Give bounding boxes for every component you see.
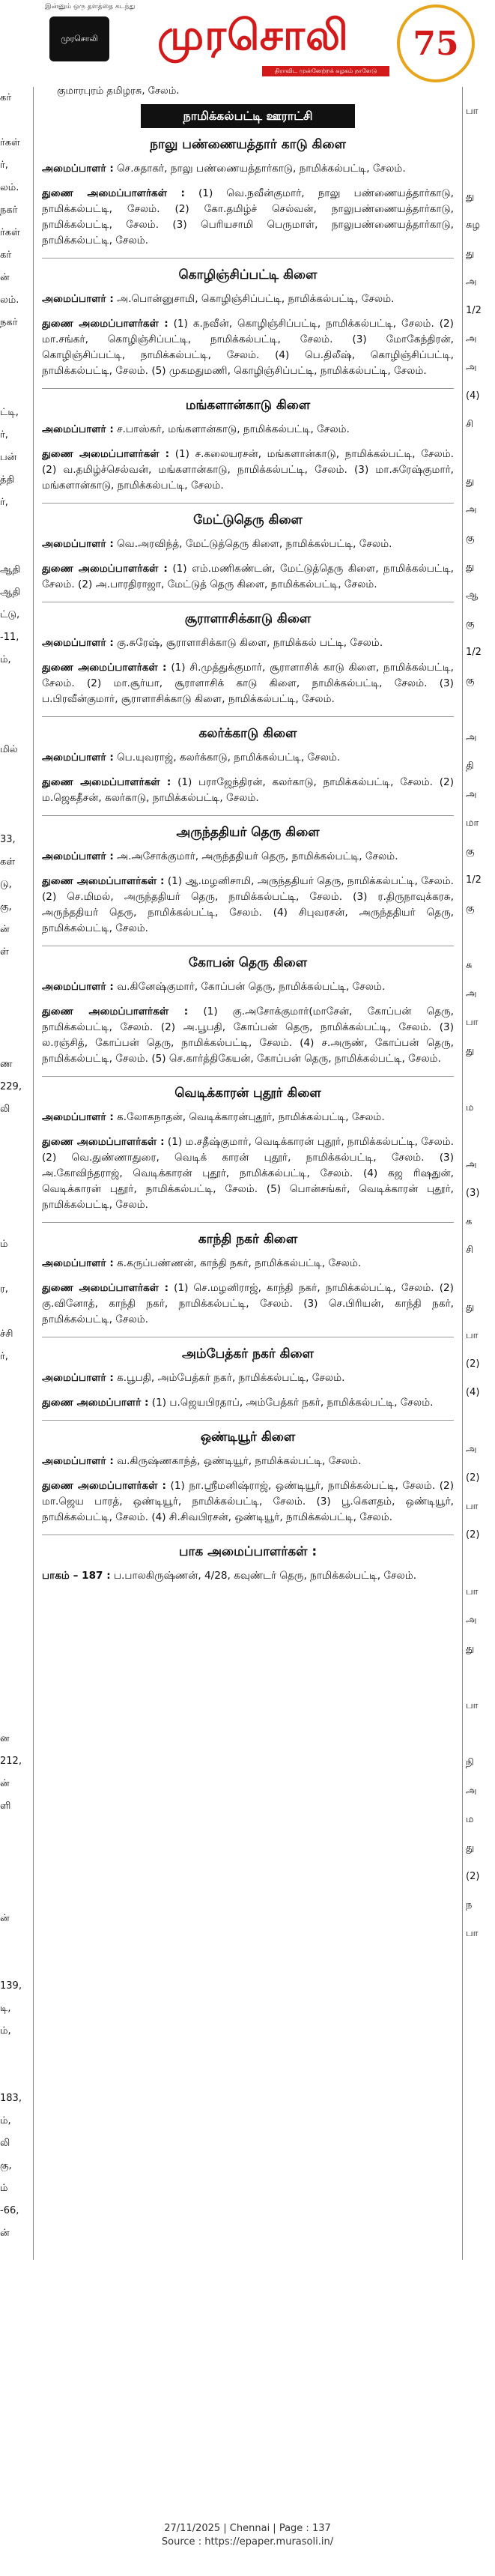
column-fragment: டி,	[0, 2003, 11, 2014]
deputy-role: துணை அமைப்பாளர்கள் :	[42, 187, 185, 199]
column-fragment: கு	[466, 675, 475, 686]
branch-block	[42, 1076, 454, 1213]
column-fragment: கு,	[0, 901, 12, 913]
organizer-role: அமைப்பாளர் :	[42, 423, 114, 435]
branch-block	[42, 1337, 454, 1411]
branch-name: நாலு பண்ணையத்தார் காடு கிளை	[150, 137, 346, 152]
column-fragment: ஆ	[466, 590, 479, 601]
divider	[42, 716, 454, 717]
column-fragment: சி	[466, 419, 474, 430]
organizer-role: அமைப்பாளர் :	[42, 293, 114, 305]
column-fragment	[466, 439, 495, 468]
footer-source-link[interactable]: Source : https://epaper.murasoli.in/	[161, 2536, 334, 2548]
column-fragment	[0, 1930, 31, 1953]
column-fragment: து	[466, 1045, 475, 1056]
deputy-entry	[42, 316, 454, 379]
column-fragment: (4)	[466, 1387, 480, 1398]
column-fragment: ர,	[0, 1284, 8, 1295]
organizer-entry	[42, 1454, 454, 1469]
organizer-role: அமைப்பாளர் :	[42, 163, 114, 175]
column-fragment: க	[466, 1216, 473, 1227]
organizer-entry	[42, 635, 454, 651]
organizer-text: வ.கினேஷ்குமார், கோப்பன் தெரு, நாமிக்கல்பட்டி, சேலம்.	[113, 981, 386, 993]
deputy-entry	[42, 874, 454, 937]
anniversary-75-icon: 75	[397, 4, 475, 82]
column-fragment	[0, 1526, 31, 1548]
deputy-text: (1) சி.முத்துக்குமார், சூராளாசிக் காடு கிளை, நாமிக்கல்பட்டி, சேலம். (2) மா.சூர்யா, சூராளாசிக் காடு கிளை, நாமிக்கல்பட்டி, சேலம். (3) ப.பிரவீன்குமார், சூராளாசிக்காடு கிளை, நாமிக்கல்பட்டி, சேலம்.	[42, 662, 454, 705]
column-fragment	[466, 1549, 495, 1578]
column-fragment: ட்டி,	[0, 407, 19, 418]
column-fragment: -66,	[0, 2205, 19, 2216]
organizer-role: அமைப்பாளர் :	[42, 850, 114, 862]
branch-block	[42, 1222, 454, 1328]
organizer-entry	[42, 979, 454, 995]
column-fragment	[0, 1840, 31, 1863]
column-fragment: ர்,	[0, 160, 8, 171]
column-fragment	[0, 1256, 31, 1278]
column-fragment: 1/2	[466, 647, 482, 658]
organizer-text: வ.கிருஷ்ணகாந்த், ஒண்டியூர், நாமிக்கல்பட்டி, சேலம்.	[113, 1455, 362, 1467]
column-fragment	[0, 1166, 31, 1188]
column-fragment: கர்	[0, 92, 12, 103]
column-fragment: ம்,	[0, 2025, 11, 2037]
organizer-entry	[42, 1110, 454, 1125]
column-fragment	[0, 1458, 31, 1481]
column-fragment	[0, 1368, 31, 1391]
branch-name: அம்பேத்கர் நகர் கிளை	[182, 1346, 314, 1361]
column-fragment	[0, 514, 31, 536]
column-fragment	[0, 357, 31, 379]
column-fragment: பா	[466, 1017, 479, 1028]
column-fragment	[466, 154, 495, 183]
column-fragment: லி	[0, 2138, 10, 2149]
divider	[42, 388, 454, 389]
branch-block	[42, 1420, 454, 1526]
footer-date-page: 27/11/2025 | Chennai | Page : 137	[164, 2523, 331, 2534]
masthead-tagline: இன்னும் ஒரு தளத்தை கடந்து	[45, 3, 136, 10]
organizer-entry	[42, 422, 454, 438]
column-fragment	[0, 1211, 31, 1233]
column-fragment	[466, 126, 495, 154]
branch-name: அருந்ததியர் தெரு கிளை	[176, 825, 320, 840]
branch-name: வெடிக்காரன் புதூர் கிளை	[174, 1086, 321, 1101]
column-fragment	[0, 1570, 31, 1593]
branch-block	[42, 137, 454, 249]
organizer-text: வெ.அரவிந்த், மேட்டுத்தெரு கிளை, நாமிக்கல்பட்டி, சேலம்.	[113, 538, 392, 550]
organizer-text: அ.அசோக்குமார், அருந்ததியர் தெரு, நாமிக்கல்பட்டி, சேலம்.	[113, 850, 398, 862]
organizer-role: அமைப்பாளர் :	[42, 1257, 114, 1269]
column-fragment: து	[466, 1301, 475, 1313]
organizer-entry	[42, 750, 454, 766]
booth-entry	[42, 1568, 454, 1584]
column-fragment: பா	[466, 1700, 479, 1711]
column-fragment: கர்	[0, 250, 12, 261]
column-fragment	[0, 536, 31, 559]
deputy-entry	[42, 775, 454, 806]
column-fragment	[0, 334, 31, 357]
booth-role: பாகம் – 187 :	[42, 1570, 111, 1582]
column-fragment	[0, 1548, 31, 1570]
deputy-role: துணை அமைப்பாளர்கள் :	[42, 563, 168, 575]
column-fragment	[466, 1720, 495, 1749]
left-column-fragments	[0, 87, 31, 2245]
column-fragment	[0, 1391, 31, 1413]
column-fragment	[0, 1593, 31, 1615]
column-fragment	[0, 109, 31, 132]
column-fragment: கள்	[0, 856, 16, 868]
column-fragment: தி	[466, 761, 474, 772]
deputy-text: (1) ப.ஜெயபிரதாப், அம்பேத்கர் நகர், நாமிக்கல்பட்டி, சேலம்.	[148, 1397, 434, 1409]
branch-block	[42, 602, 454, 707]
column-fragment: 33,	[0, 834, 16, 845]
column-fragment	[466, 695, 495, 724]
column-fragment: பா	[466, 1586, 479, 1597]
column-fragment	[0, 716, 31, 739]
deputy-entry	[42, 447, 454, 494]
column-fragment	[0, 806, 31, 829]
section-banner: நாமிக்கல்பட்டி ஊராட்சி	[141, 104, 355, 128]
column-fragment: பன்	[0, 452, 17, 463]
deputy-role: துணை அமைப்பாளர்கள் :	[42, 1136, 165, 1148]
newspaper-title: முரசொலி	[157, 10, 349, 60]
column-fragment	[0, 1705, 31, 1728]
column-fragment: 229,	[0, 1081, 22, 1092]
deputy-text: (1) கு.அசோக்குமார்(மாசேன், கோப்பன் தெரு, நாமிக்கல்பட்டி, சேலம். (2) அ.பூபதி, கோப்பன் தெரு, நாமிக்கல்பட்டி, சேலம். (3) ல.ரஞ்சித், கோப்பன் தெரு, நாமிக்கல்பட்டி, சேலம். (4) ச.அருண், கோப்பன் தெரு, நாமிக்கல்பட்டி, சேலம். (5) செ.கார்த்திகேயன், கோப்பன் தெரு, நாமிக்கல்பட்டி, சேலம்.	[42, 1006, 454, 1065]
intro-line: குமாரபுரம் தமிழரசு, சேலம்.	[57, 85, 180, 97]
branch-block	[42, 815, 454, 937]
column-fragment: பா	[466, 1501, 479, 1512]
branch-name: மங்களான்காடு கிளை	[185, 398, 311, 413]
column-fragment: ள்	[0, 946, 9, 958]
column-fragment: து	[466, 248, 475, 259]
deputy-role: துணை அமைப்பாளர்கள் :	[42, 448, 170, 460]
organizer-role: அமைப்பாளர் :	[42, 538, 114, 550]
branch-block	[42, 946, 454, 1067]
column-fragment: அ	[466, 504, 477, 515]
column-fragment: நி	[466, 1757, 474, 1768]
organizer-entry	[42, 536, 454, 552]
column-fragment: நகர்	[0, 317, 18, 328]
column-fragment	[0, 1660, 31, 1683]
branch-name: கோபன் தெரு கிளை	[188, 955, 308, 970]
column-fragment: சி	[466, 1245, 474, 1256]
column-fragment: து	[466, 561, 475, 572]
deputy-text: (1) ச.கலையரசன், மங்களான்காடு, நாமிக்கல்பட்டி, சேலம். (2) வ.தமிழ்ச்செல்வன், மங்களான்காடு, நாமிக்கல்பட்டி, சேலம். (3) மா.சுரேஷ்குமார், மங்களான்காடு, நாமிக்கல்பட்டி, சேலம்.	[42, 448, 454, 492]
deputy-entry	[42, 1134, 454, 1213]
column-fragment: டு,	[0, 879, 12, 890]
column-fragment: து	[466, 1643, 475, 1654]
column-fragment: ன்	[0, 2228, 10, 2239]
column-fragment: அ	[466, 988, 477, 1000]
column-fragment: ம்,	[0, 654, 11, 665]
column-fragment	[466, 1663, 495, 1692]
column-fragment	[466, 1122, 495, 1151]
deputy-entry	[42, 186, 454, 249]
column-fragment	[0, 1615, 31, 1638]
deputy-role: துணை அமைப்பாளர்கள் :	[42, 776, 171, 788]
column-fragment: 139,	[0, 1980, 22, 1992]
column-fragment: அ	[466, 333, 477, 345]
column-fragment	[0, 2065, 31, 2087]
column-fragment: அ	[466, 276, 477, 288]
branch-name: சூராளாசிக்காடு கிளை	[184, 611, 312, 626]
column-fragment: ண	[0, 1059, 13, 1070]
organizer-text: கு.சுரேஷ், சூராளாசிக்காடு கிளை, நாமிக்கல் பட்டி, சேலம்.	[113, 637, 383, 649]
column-fragment: த்தி	[0, 474, 15, 486]
column-divider-left	[33, 87, 34, 2260]
column-fragment: ம்,	[0, 2115, 11, 2126]
column-fragment: அ	[466, 1159, 477, 1170]
organizer-entry	[42, 1256, 454, 1272]
column-fragment	[0, 964, 31, 986]
column-fragment	[0, 1885, 31, 1908]
deputy-role: துணை அமைப்பாளர்கள் :	[42, 875, 165, 887]
deputy-text: (1) ஆ.மழனிசாமி, அருந்ததியர் தெரு, நாமிக்கல்பட்டி, சேலம். (2) செ.மிமல், அருந்ததியர் தெரு, நாமிக்கல்பட்டி, சேலம். (3) ர.திருநாவுக்கரசு, அருந்ததியர் தெரு, நாமிக்கல்பட்டி, சேலம். (4) சிபுவரசன், அருந்ததியர் தெரு, நாமிக்கல்பட்டி, சேலம்.	[42, 875, 454, 934]
column-fragment: ளி	[0, 1801, 11, 1812]
column-fragment: 183,	[0, 2093, 22, 2104]
column-fragment	[0, 694, 31, 716]
deputy-entry	[42, 1395, 454, 1411]
booth-text: ப.பாலகிருஷ்ணன், 4/28, கவுண்டர் தெரு, நாமிக்கல்பட்டி, சேலம்.	[110, 1570, 417, 1582]
organizer-text: பெ.யுவராஜ், கலர்க்காடு, நாமிக்கல்பட்டி, சேலம்.	[113, 752, 341, 764]
divider	[42, 503, 454, 504]
column-fragment: அ	[466, 1786, 477, 1797]
column-fragment: ர்கள்	[0, 137, 20, 148]
column-fragment	[0, 1301, 31, 1323]
divider	[42, 1222, 454, 1223]
column-fragment	[0, 1503, 31, 1526]
column-fragment: ர்,	[0, 429, 8, 441]
column-fragment	[0, 1818, 31, 1840]
branch-name: மேட்டுதெரு கிளை	[193, 513, 303, 527]
column-fragment	[466, 923, 495, 952]
divider	[42, 815, 454, 816]
column-fragment: மில்	[0, 744, 18, 755]
column-fragment	[0, 1436, 31, 1458]
deputy-role: துணை அமைப்பாளர்கள் :	[42, 1006, 189, 1018]
column-fragment: து	[466, 476, 475, 487]
deputy-entry	[42, 1004, 454, 1067]
branch-name: கலர்க்காடு கிளை	[198, 726, 297, 741]
column-fragment: 1/2	[466, 874, 482, 886]
branch-block	[42, 716, 454, 806]
organizer-entry	[42, 161, 454, 177]
masthead	[45, 0, 479, 84]
masthead-subtitle: திராவிட முன்னேற்றக் கழகம் நாளேடு	[262, 66, 389, 76]
deputy-role: துணை அமைப்பாளர்கள் :	[42, 1282, 169, 1294]
organizer-role: அமைப்பாளர் :	[42, 752, 114, 764]
column-fragment: ம்	[0, 1239, 8, 1250]
column-fragment: ம்	[0, 2183, 8, 2194]
branch-name: கொழிஞ்சிப்பட்டி கிளை	[178, 267, 318, 282]
column-fragment: ந	[466, 1899, 473, 1911]
column-fragment: ன்	[0, 272, 10, 283]
column-fragment: (4)	[466, 390, 480, 402]
column-fragment: து	[466, 1842, 475, 1854]
organizer-text: க.லோகநாதன், வெடிக்காரன்புதூர், நாமிக்கல்பட்டி, சேலம்.	[113, 1111, 385, 1123]
column-fragment	[0, 784, 31, 806]
column-fragment	[0, 1121, 31, 1143]
organizer-role: அமைப்பாளர் :	[42, 1455, 114, 1467]
column-fragment: லம்.	[0, 294, 19, 306]
column-fragment: கு	[466, 846, 475, 857]
column-fragment: ஆதி	[0, 564, 21, 575]
organizer-role: அமைப்பாளர் :	[42, 1111, 114, 1123]
organizer-text: செ.சுதாகர், நாலு பண்ணையத்தார்காடு, நாமிக்கல்பட்டி, சேலம்.	[113, 163, 406, 175]
column-fragment: (2)	[466, 1529, 480, 1541]
column-fragment: பா	[466, 1928, 479, 1939]
deputy-role: துணை அமைப்பாளர்கள் :	[42, 1480, 166, 1492]
column-fragment: கு	[466, 618, 475, 629]
column-fragment: அ	[466, 1615, 477, 1626]
column-fragment: ம	[466, 1102, 474, 1113]
deputy-role: துணை அமைப்பாளர் :	[42, 1397, 149, 1409]
column-divider-right	[462, 87, 463, 2260]
deputy-text: (1) க.நவீன், கொழிஞ்சிப்பட்டி, நாமிக்கல்பட்டி, சேலம். (2) மா.சங்கர், கொழிஞ்சிப்பட்டி, நாமிக்கல்பட்டி, சேலம். (3) மோகேந்திரன், கொழிஞ்சிப்பட்டி, நாமிக்கல்பட்டி, சேலம். (4) பெ.திலீஷ், கொழிஞ்சிப்பட்டி, நாமிக்கல்பட்டி, சேலம். (5) முகமதுமணி, கொழிஞ்சிப்பட்டி, நாமிக்கல்பட்டி, சேலம்.	[42, 318, 454, 377]
column-fragment: (2)	[466, 1472, 480, 1484]
page-footer	[0, 2522, 495, 2549]
column-fragment	[0, 1009, 31, 1031]
column-fragment: லி	[0, 1104, 10, 1115]
column-fragment: அ	[466, 789, 477, 800]
right-column-fragments	[466, 97, 495, 2255]
deputy-text: (1) செ.மழனிராஜ், காந்தி நகர், நாமிக்கல்பட்டி, சேலம். (2) கு.வினோத், காந்தி நகர், நாமிக்கல்பட்டி, சேலம். (3) செ.பிரியன், காந்தி நகர், நாமிக்கல்பட்டி, சேலம்.	[42, 1282, 454, 1325]
organizer-text: க.கருப்பண்ணன், காந்தி நகர், நாமிக்கல்பட்டி, சேலம்.	[113, 1257, 362, 1269]
deputy-entry	[42, 561, 454, 593]
column-fragment: ம	[466, 1814, 474, 1825]
deputy-entry	[42, 660, 454, 707]
column-fragment: நகர்	[0, 205, 18, 216]
deputy-entry	[42, 1281, 454, 1328]
branch-list	[42, 137, 454, 1526]
organizer-text: க.பூபதி, அம்பேத்கர் நகர், நாமிக்கல்பட்டி, சேலம்.	[113, 1372, 345, 1384]
column-fragment: லம்.	[0, 182, 19, 193]
organizer-text: ச.பாஸ்கர், மங்களான்காடு, நாமிக்கல்பட்டி, சேலம்.	[113, 423, 350, 435]
column-fragment: (3)	[466, 1188, 480, 1199]
column-fragment: அ	[466, 362, 477, 373]
column-fragment	[0, 1143, 31, 1166]
column-fragment: ர்,	[0, 497, 8, 508]
column-fragment: ர்கள்	[0, 227, 20, 238]
booth-heading: பாக அமைப்பாளர்கள் :	[178, 1544, 318, 1559]
column-fragment	[0, 1481, 31, 1503]
column-fragment: கு	[466, 903, 475, 914]
deputy-entry	[42, 1478, 454, 1526]
column-fragment	[466, 1407, 495, 1436]
column-fragment: -11,	[0, 632, 19, 643]
deputy-text: (1) வெ.நவீன்குமார், நாலு பண்ணையத்தார்காடு, நாமிக்கல்பட்டி, சேலம். (2) கோ.தமிழ்ச் செல்வன், நாலுபண்ணையத்தார்காடு, நாமிக்கல்பட்டி, சேலம். (3) பெரியசாமி பெருமாள், நாலுபண்ணையத்தார்காடு, நாமிக்கல்பட்டி, சேலம்.	[42, 187, 454, 247]
branch-block	[42, 258, 454, 379]
column-fragment: ர்,	[0, 1351, 8, 1362]
branch-name: ஒண்டியூர் கிளை	[200, 1430, 296, 1445]
column-fragment	[0, 1031, 31, 1053]
column-fragment	[0, 1863, 31, 1885]
branch-block	[42, 388, 454, 494]
lion-emblem-icon: முரசொலி	[49, 16, 109, 61]
column-fragment: ன	[0, 1733, 10, 1744]
column-fragment: ச்சி	[0, 1328, 13, 1340]
column-fragment: ஆதி	[0, 587, 21, 598]
deputy-role: துணை அமைப்பாளர்கள் :	[42, 662, 167, 674]
organizer-text: அ.பொன்னுசாமி, கொழிஞ்சிப்பட்டி, நாமிக்கல்பட்டி, சேலம்.	[113, 293, 395, 305]
column-fragment: 1/2	[466, 305, 482, 316]
column-fragment	[0, 2043, 31, 2065]
column-fragment	[0, 1683, 31, 1705]
column-fragment: பா	[466, 1330, 479, 1341]
column-fragment	[466, 1065, 495, 1094]
organizer-entry	[42, 291, 454, 307]
column-fragment	[0, 379, 31, 402]
organizer-role: அமைப்பாளர் :	[42, 637, 114, 649]
branch-block	[42, 503, 454, 593]
column-fragment: சு	[466, 960, 473, 971]
column-fragment: (2)	[466, 1871, 480, 1882]
column-fragment: கு	[466, 533, 475, 544]
column-fragment: ட்டு,	[0, 609, 20, 620]
column-fragment	[0, 1953, 31, 1975]
column-fragment	[0, 986, 31, 1009]
column-fragment: ன்	[0, 1913, 10, 1924]
column-fragment: ன்	[0, 924, 10, 935]
main-column	[42, 84, 454, 2264]
deputy-text: (1) நா.ஸ்ரீமனிஷ்ராஜ், ஒண்டியூர், நாமிக்கல்பட்டி, சேலம். (2) மா.ஜெய பாரத், ஒண்டியூர், நாமிக்கல்பட்டி, சேலம். (3) பூ.கௌதம், ஒண்டியூர், நாமிக்கல்பட்டி, சேலம். (4) சி.சிவபிரசன், ஒண்டியூர், நாமிக்கல்பட்டி, சேலம்.	[42, 1480, 454, 1523]
organizer-entry	[42, 1370, 454, 1386]
column-fragment: அ	[466, 1444, 477, 1455]
column-fragment: 212,	[0, 1756, 22, 1767]
deputy-text: (1) பராஜேந்திரன், கலர்காடு, நாமிக்கல்பட்டி, சேலம். (2) ம.ஜெகதீசன், கலர்காடு, நாமிக்கல்பட்டி, சேலம்.	[42, 776, 454, 804]
column-fragment	[0, 761, 31, 784]
column-fragment	[0, 671, 31, 694]
organizer-role: அமைப்பாளர் :	[42, 1372, 114, 1384]
column-fragment: கு,	[0, 2160, 12, 2171]
divider	[42, 1420, 454, 1421]
column-fragment: (2)	[466, 1358, 480, 1370]
deputy-role: துணை அமைப்பாளர்கள் :	[42, 318, 168, 330]
column-fragment: சுழ	[466, 220, 480, 231]
column-fragment: பா	[466, 106, 479, 117]
organizer-entry	[42, 849, 454, 865]
column-fragment: து	[466, 191, 475, 202]
organizer-role: அமைப்பாளர் :	[42, 981, 114, 993]
column-fragment: மா	[466, 817, 479, 829]
column-fragment	[466, 1265, 495, 1293]
divider	[42, 1076, 454, 1077]
deputy-text: (1) எம்.மணிகண்டன், மேட்டுத்தெரு கிளை, நாமிக்கல்பட்டி, சேலம். (2) அ.பாரதிராஜா, மேட்டுத் தெரு கிளை, நாமிக்கல்பட்டி, சேலம்.	[42, 563, 454, 590]
column-fragment	[0, 1413, 31, 1436]
column-fragment: அ	[466, 732, 477, 743]
column-fragment	[0, 1188, 31, 1211]
column-fragment	[0, 1638, 31, 1660]
branch-name: காந்தி நகர் கிளை	[198, 1232, 298, 1247]
column-fragment: ன்	[0, 1778, 10, 1789]
deputy-text: (1) ம.சதீஷ்குமார், வெடிக்காரன் புதூர், நாமிக்கல்பட்டி, சேலம். (2) வெ.துண்ணாதுரை, வெடிக் காரன் புதூர், நாமிக்கல்பட்டி, சேலம். (3) அ.கோவிந்தராஜ், வெடிக்காரன் புதூர், நாமிக்கல்பட்டி, சேலம். (4) கஜ ரிஷதுன், வெடிக்காரன் புதூர், நாமிக்கல்பட்டி, சேலம். (5) பொன்சங்கர், வெடிக்காரன் புதூர், நாமிக்கல்பட்டி, சேலம்.	[42, 1136, 454, 1211]
